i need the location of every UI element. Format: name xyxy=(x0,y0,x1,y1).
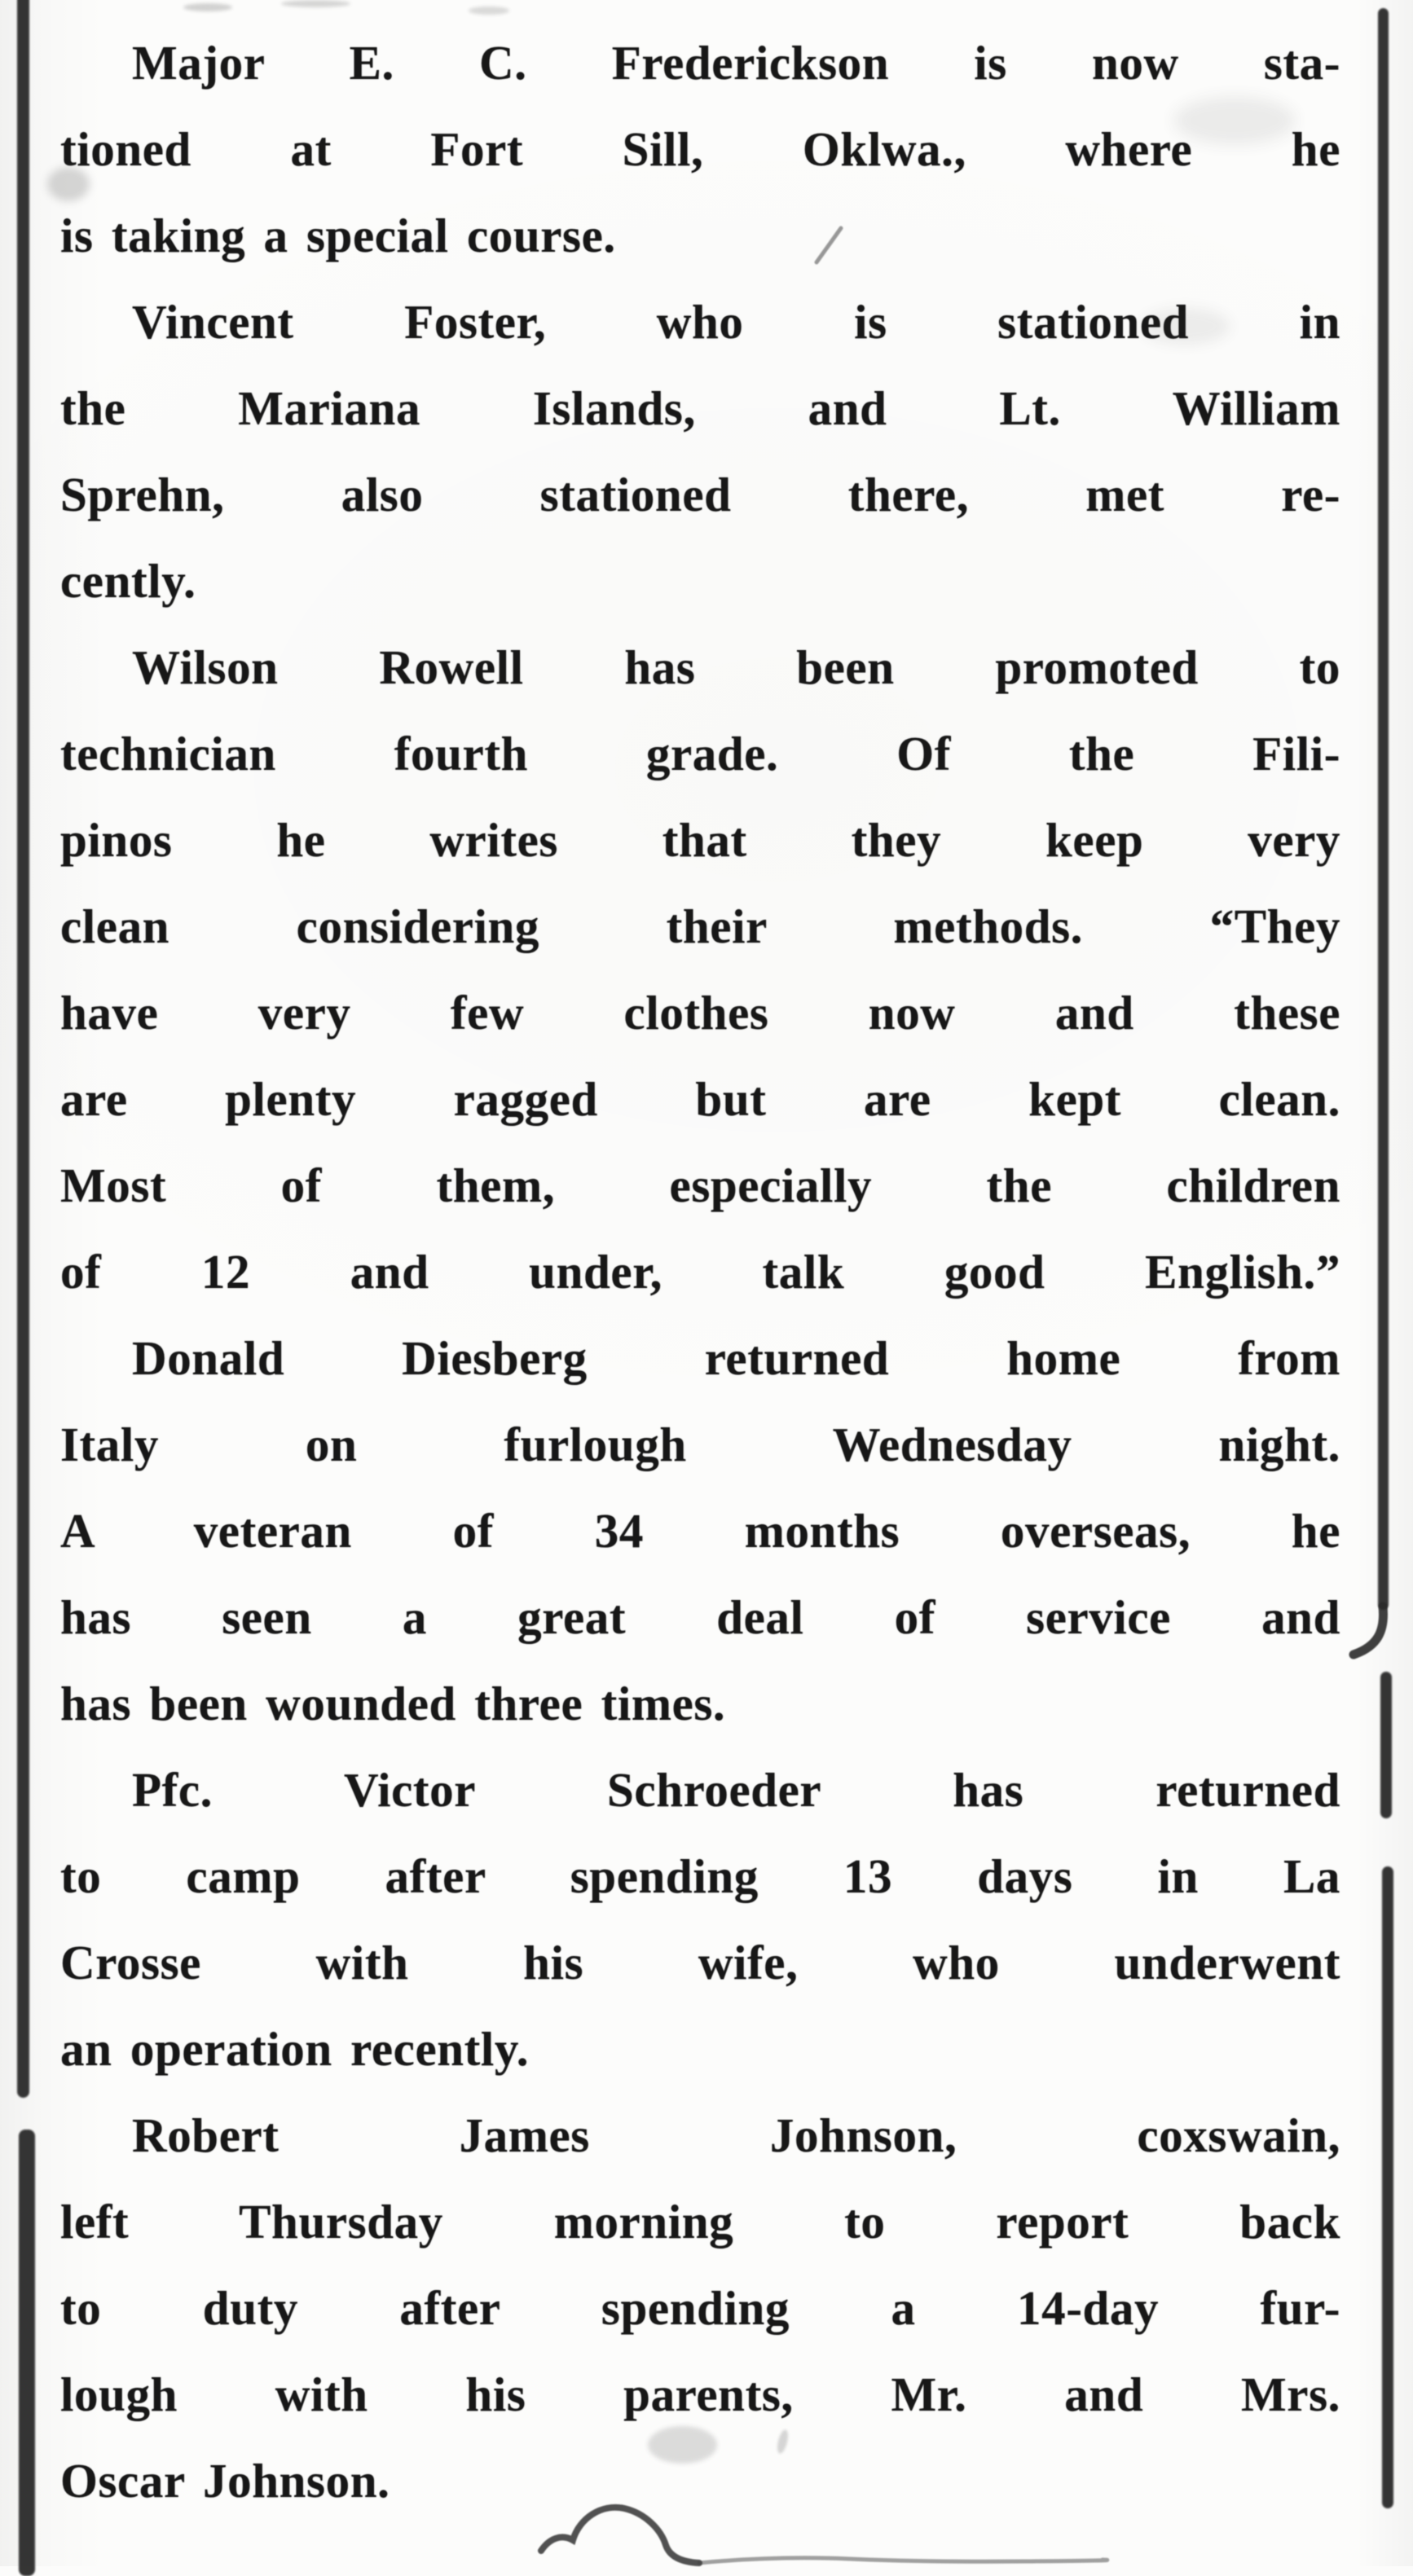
text-line: Pfc. Victor Schroeder has returned xyxy=(132,1763,1340,1817)
paragraph xyxy=(60,20,1340,279)
text-line: Sprehn, also stationed there, met re- xyxy=(60,468,1340,521)
scan-smudge xyxy=(469,7,509,15)
scan-smudge xyxy=(1141,308,1230,345)
column-rule-left-upper xyxy=(17,0,29,2098)
scan-smudge xyxy=(648,2426,717,2464)
text-line: Robert James Johnson, coxswain, xyxy=(132,2108,1340,2162)
paragraph xyxy=(60,624,1340,1315)
text-line: left Thursday morning to report back xyxy=(60,2195,1340,2249)
scan-smudge xyxy=(47,167,90,201)
column-rule-right-lower xyxy=(1382,1866,1393,2508)
text-line: Vincent Foster, who is stationed in xyxy=(132,295,1340,349)
scan-smudge xyxy=(1173,96,1296,145)
text-line: an operation recently. xyxy=(60,2022,530,2076)
squiggle-tail-mark xyxy=(699,2558,1107,2563)
text-line: A veteran of 34 months overseas, he xyxy=(60,1504,1340,1558)
text-line: is taking a special course. xyxy=(60,209,616,262)
text-line: to camp after spending 13 days in La xyxy=(60,1849,1340,1903)
column-rule-right-middle xyxy=(1380,1672,1392,1818)
text-line: Wilson Rowell has been promoted to xyxy=(132,640,1340,694)
text-line: technician fourth grade. Of the Fili- xyxy=(60,727,1340,780)
scan-smudge xyxy=(281,0,350,7)
text-line: Donald Diesberg returned home from xyxy=(132,1331,1340,1385)
text-line: tioned at Fort Sill, Oklwa., where he xyxy=(60,122,1340,176)
column-rule-right-upper xyxy=(1378,8,1389,1610)
text-line: Italy on furlough Wednesday night. xyxy=(60,1418,1340,1471)
text-line: cently. xyxy=(60,554,196,608)
text-line: has seen a great deal of service and xyxy=(60,1590,1340,1644)
column-rule-left-lower xyxy=(19,2130,35,2576)
text-line: are plenty ragged but are kept clean. xyxy=(60,1072,1340,1126)
text-line: of 12 and under, talk good English.” xyxy=(60,1245,1340,1299)
text-line: lough with his parents, Mr. and Mrs. xyxy=(60,2367,1340,2421)
text-line: clean considering their methods. “They xyxy=(60,899,1340,953)
text-line: Crosse with his wife, who underwent xyxy=(60,1936,1340,1989)
text-line: the Mariana Islands, and Lt. William xyxy=(60,381,1340,435)
text-line: has been wounded three times. xyxy=(60,1677,726,1730)
scan-smudge xyxy=(183,3,232,11)
article-column xyxy=(60,20,1340,2524)
text-line: have very few clothes now and these xyxy=(60,986,1340,1040)
text-line: Most of them, especially the children xyxy=(60,1158,1340,1212)
text-line: to duty after spending a 14-day fur- xyxy=(60,2281,1340,2335)
text-line: pinos he writes that they keep very xyxy=(60,813,1340,867)
paragraph xyxy=(60,1747,1340,2092)
rule-hook-mark xyxy=(1354,1607,1384,1655)
text-line: Oscar Johnson. xyxy=(60,2454,390,2508)
text-line: Major E. C. Frederickson is now sta- xyxy=(132,36,1340,90)
paragraph xyxy=(60,1315,1340,1747)
